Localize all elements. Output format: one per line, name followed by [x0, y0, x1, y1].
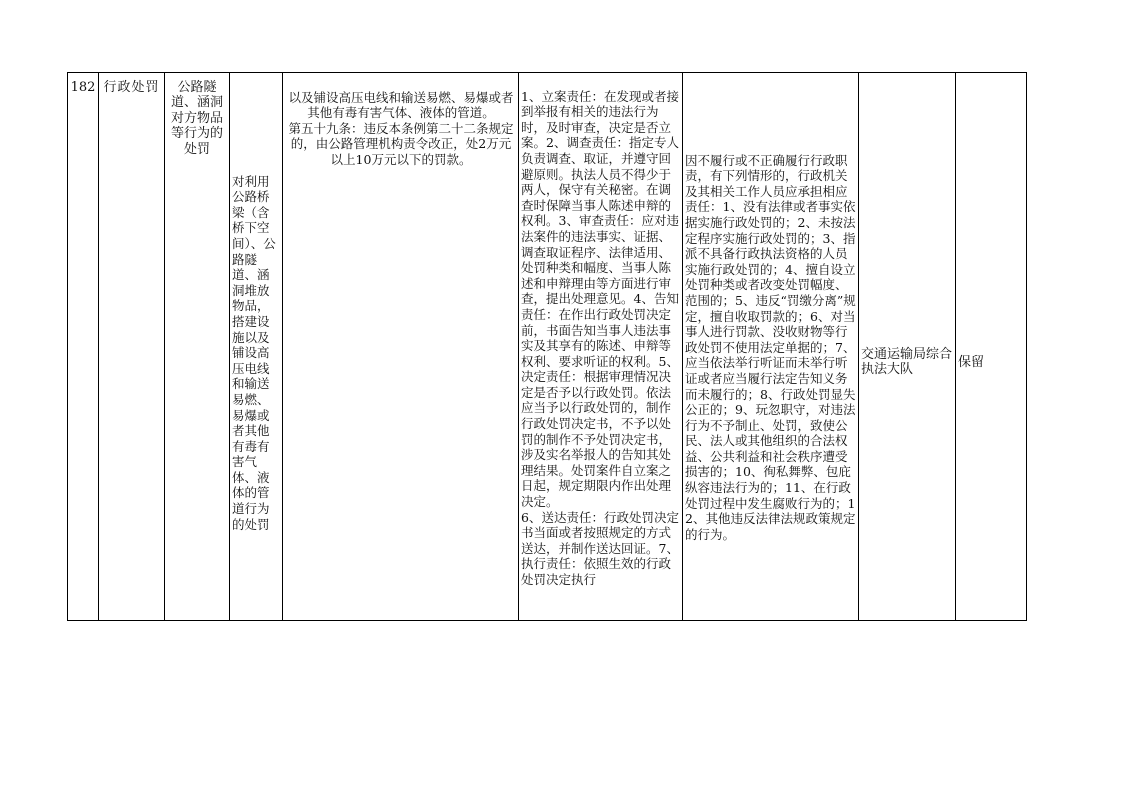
status-cell: [958, 339, 1024, 370]
column-border: [282, 72, 283, 621]
legal-basis-cell: [285, 74, 517, 167]
responsibility-cell: [521, 73, 681, 620]
row-number-cell: [68, 64, 98, 95]
column-border: [682, 72, 683, 621]
column-border: [98, 72, 99, 621]
table-bottom-border: [67, 620, 1027, 621]
status-text: 保留: [958, 354, 985, 370]
column-border: [858, 72, 859, 621]
accountability-text: 因不履行或不正确履行行政职责，有下列情形的，行政机关及其相关工作人员应承担相应责任：1、没有法律或者事实依据实施行政处罚的；2、未按法定程序实施行政处罚的；3、指派不具备行政执法资格的人员实施行政处罚的；4、擅自设立处罚种类或者改变处罚幅度、范围的；5、违反“罚缴分离”规定，擅自收取罚款的；6、对当事人进行罚款、没收财物等行政处罚不使用法定单据的；7、应当依法举行听证而未举行听证或者应当履行法定告知义务而未履行的；8、行政处罚显失公正的；9、玩忽职守，对违法行为不予制止、处罚，致使公民、法人或其他组织的合法权益、公共利益和社会秩序遭受损害的；10、徇私舞弊、包庇纵容违法行为的；11、在行政处罚过程中发生腐败行为的；12、其他违反法律法规政策规定的行为。: [685, 152, 856, 542]
column-border: [955, 72, 956, 621]
row-number: 182: [70, 79, 96, 95]
item-name-text: 公路隧道、涵洞对方物品等行为的处罚: [170, 79, 223, 157]
category-text: 行政处罚: [103, 79, 160, 95]
sub-item-text: 对利用公路桥梁（含桥下空间）、公路隧道、涵洞堆放物品，搭建设施以及铺设高压电线和输送易燃、易爆或者其他有毒有害气体、液体的管道行为的处罚: [232, 173, 276, 532]
department-cell: [861, 331, 954, 378]
accountability-cell: [685, 137, 857, 567]
item-name-cell: [166, 64, 228, 157]
column-border: [67, 72, 68, 621]
column-border: [1026, 72, 1027, 621]
column-border: [164, 72, 165, 621]
category-cell: [100, 64, 163, 95]
department-text: 交通运输局综合执法大队: [861, 346, 953, 378]
responsibility-text: 1、立案责任：在发现或者接到举报有相关的违法行为时，及时审查，决定是否立案。2、调查责任：指定专人负责调查、取证，并遵守回避原则。执法人员不得少于两人，保守有关秘密。在调查时保障当事人陈述申辩的权利。3、审查责任：应对违法案件的违法事实、证据、调查取证程序、法律适用、处罚种类和幅度、当事人陈述和申辩理由等方面进行审查，提出处理意见。4、告知责任：在作出行政处罚决定前，书面告知当事人违法事实及其享有的陈述、申辩等权利、要求听证的权利。5、决定责任：根据审理情况决定是否予以行政处罚。依法应当予以行政处罚的，制作行政处罚决定书，不予以处罚的制作不予处罚决定书，涉及实名举报人的告知其处理结果。处罚案件自立案之日起，规定期限内作出处理决定。 6、送达责任：行政处罚决定书当面或者按照规定的方式送达，并制作送达回证。7、执行责任：依照生效的行政处罚决定执行: [521, 88, 679, 587]
column-border: [518, 72, 519, 621]
sub-item-cell: [232, 158, 281, 538]
legal-basis-text: 以及铺设高压电线和输送易燃、易爆或者其他有毒有害气体、液体的管道。 第五十九条：违反本条例第二十二条规定的，由公路管理机构责令改正，处2万元以上10万元以下的罚款。: [288, 89, 514, 167]
column-border: [229, 72, 230, 621]
